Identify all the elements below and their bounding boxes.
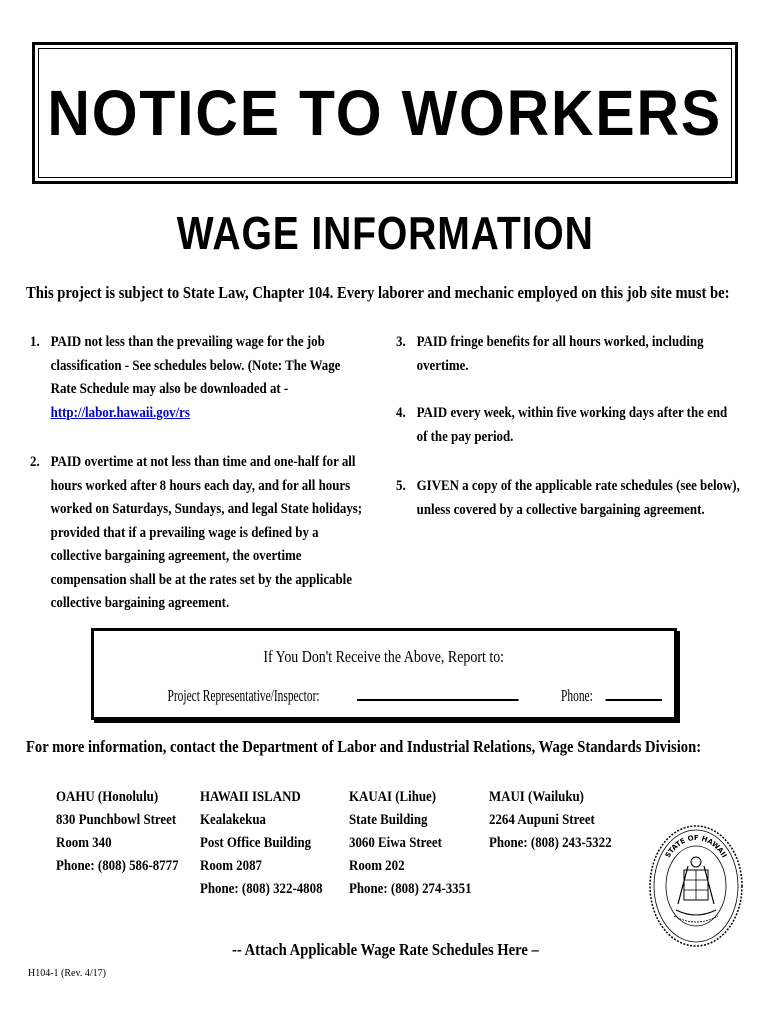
inspector-label: Project Representative/Inspector: (167, 686, 320, 705)
report-box (91, 628, 677, 720)
office-line: 2264 Aupuni Street (489, 812, 595, 828)
attach-note-text: -- Attach Applicable Wage Rate Schedules Here – (231, 940, 539, 959)
condition-line: Rate Schedule may also be downloaded at - (50, 381, 289, 397)
office-line: Kealakekua (200, 812, 266, 828)
condition-line: collective bargaining agreement, the overtime (50, 548, 302, 564)
condition-line: classification - See schedules below. (Note: The Wage (50, 357, 341, 374)
office-kauai (349, 786, 472, 901)
more-info-text: For more information, contact the Department of Labor and Industrial Relations, Wage Standards Division: (26, 737, 702, 756)
condition-line: PAID every week, within five working days after the end (416, 405, 728, 421)
svg-text:STATE OF HAWAII (664, 834, 728, 859)
condition-line: hours worked after 8 hours each day, and for all hours (50, 477, 351, 494)
title-box (32, 42, 738, 184)
office-line: State Building (349, 812, 428, 828)
condition-text (51, 451, 362, 616)
phone-label: Phone: (560, 686, 593, 705)
office-line: 830 Punchbowl Street (56, 812, 177, 828)
condition-number: 4. (396, 405, 406, 421)
title-box-inner (38, 48, 732, 178)
office-line: Room 2087 (200, 858, 262, 874)
form-number: H104-1 (Rev. 4/17) (28, 968, 106, 979)
condition-line: overtime. (416, 357, 469, 374)
condition-line: worked on Saturdays, Sundays, and legal State holidays; (50, 501, 363, 517)
attach-note (0, 940, 770, 960)
office-line: MAUI (Wailuku) (489, 789, 584, 805)
state-seal-icon (648, 824, 744, 948)
office-oahu (56, 786, 179, 878)
inspector-field[interactable] (357, 685, 518, 701)
report-heading: If You Don't Receive the Above, Report to: (263, 647, 505, 666)
condition-line: provided that if a prevailing wage is defined by a (50, 524, 319, 541)
condition-number: 1. (30, 334, 40, 350)
office-maui (489, 786, 612, 855)
condition-number: 2. (30, 454, 40, 470)
office-line: Phone: (808) 274-3351 (349, 881, 472, 897)
office-line: Phone: (808) 586-8777 (56, 858, 179, 874)
office-line: 3060 Eiwa Street (349, 835, 442, 851)
office-line: Room 340 (56, 835, 112, 851)
condition-text (417, 475, 740, 522)
office-line: Post Office Building (200, 835, 312, 851)
condition-line: collective bargaining agreement. (50, 595, 230, 611)
office-line: Phone: (808) 243-5322 (489, 835, 612, 851)
seal-text: STATE OF HAWAII (663, 833, 729, 860)
condition-text (417, 402, 728, 449)
subtitle-text: WAGE INFORMATION (176, 207, 594, 259)
office-hawaii (200, 786, 323, 901)
condition-number: 5. (396, 478, 406, 494)
report-contact-line (94, 685, 674, 706)
condition-line: PAID overtime at not less than time and one-half for all (50, 454, 356, 470)
office-line: KAUAI (Lihue) (349, 789, 437, 805)
condition-text (51, 331, 341, 425)
office-line: Phone: (808) 322-4808 (200, 881, 323, 897)
page-subtitle (0, 206, 770, 260)
condition-line: PAID fringe benefits for all hours worked, including (416, 334, 704, 350)
office-line: OAHU (Honolulu) (56, 789, 159, 805)
condition-line: GIVEN a copy of the applicable rate schedules (see below), (416, 478, 740, 494)
condition-number: 3. (396, 334, 406, 350)
rate-schedule-link[interactable]: http://labor.hawaii.gov/rs (50, 404, 190, 421)
condition-line: of the pay period. (416, 428, 514, 445)
condition-line: unless covered by a collective bargaining agreement. (416, 501, 705, 518)
condition-text (417, 331, 704, 378)
office-line: Room 202 (349, 858, 405, 874)
condition-line: compensation shall be at the rates set by the applicable (50, 571, 353, 588)
intro-text: This project is subject to State Law, Chapter 104. Every laborer and mechanic employed on this job site must be: (26, 283, 730, 302)
office-line: HAWAII ISLAND (200, 789, 301, 805)
report-heading-line (94, 647, 674, 667)
page-title: NOTICE TO WORKERS (47, 77, 723, 149)
phone-field[interactable] (606, 685, 662, 701)
condition-line: PAID not less than the prevailing wage for the job (50, 334, 325, 350)
